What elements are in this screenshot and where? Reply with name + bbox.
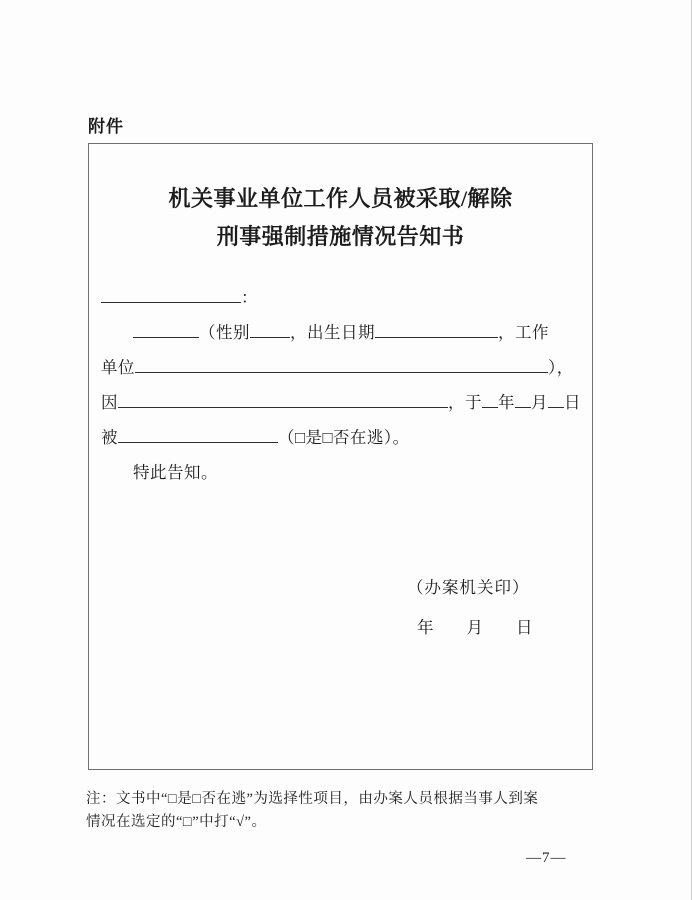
form-border-box bbox=[88, 143, 593, 770]
form-body bbox=[101, 280, 580, 490]
work-unit-blank bbox=[135, 368, 548, 373]
notice-text: 特此告知。 bbox=[133, 463, 218, 482]
year-label: 年 bbox=[498, 393, 515, 412]
notice-line bbox=[101, 455, 580, 490]
day-label: 日 bbox=[564, 393, 581, 412]
attachment-label: 附件 bbox=[88, 117, 124, 136]
salutation-line bbox=[101, 280, 580, 315]
unit-close-paren: ）， bbox=[548, 358, 574, 377]
cause-label: 因 bbox=[101, 393, 118, 412]
month-label: 月 bbox=[531, 393, 548, 412]
recipient-blank bbox=[101, 298, 241, 303]
year-blank bbox=[482, 403, 498, 408]
dob-blank bbox=[375, 333, 498, 338]
gender-label: （性别 bbox=[199, 323, 250, 342]
gender-blank bbox=[250, 333, 290, 338]
agency-seal-placeholder: （办案机关印） bbox=[407, 578, 530, 597]
form-title-line1: 机关事业单位工作人员被采取/解除 bbox=[168, 186, 513, 211]
name-blank bbox=[133, 333, 199, 338]
footnote bbox=[86, 788, 610, 834]
person-info-line bbox=[101, 315, 580, 350]
work-unit-line bbox=[101, 350, 580, 385]
measure-blank bbox=[118, 438, 278, 443]
dob-label: ，出生日期 bbox=[290, 323, 375, 342]
day-blank bbox=[548, 403, 564, 408]
cause-date-line bbox=[101, 385, 580, 420]
form-title bbox=[101, 180, 580, 256]
cause-blank bbox=[118, 403, 448, 408]
salutation-colon: ： bbox=[241, 288, 258, 307]
unit-label: 单位 bbox=[101, 358, 135, 377]
page-number: —7— bbox=[526, 850, 567, 866]
flee-checkbox-options: （□是□否在逃）。 bbox=[278, 428, 410, 447]
bei-label: 被 bbox=[101, 428, 118, 447]
footnote-line2: 情况在选定的“□”中打“√”。 bbox=[86, 814, 267, 830]
month-blank bbox=[515, 403, 531, 408]
signature-date-line: 年 月 日 bbox=[417, 618, 533, 637]
measure-line bbox=[101, 420, 580, 455]
work-label: ，工作 bbox=[498, 323, 549, 342]
footnote-line1: 注：文书中“□是□否在逃”为选择性项目，由办案人员根据当事人到案 bbox=[86, 791, 539, 807]
date-prefix: ，于 bbox=[448, 393, 482, 412]
form-title-line2: 刑事强制措施情况告知书 bbox=[216, 224, 465, 249]
